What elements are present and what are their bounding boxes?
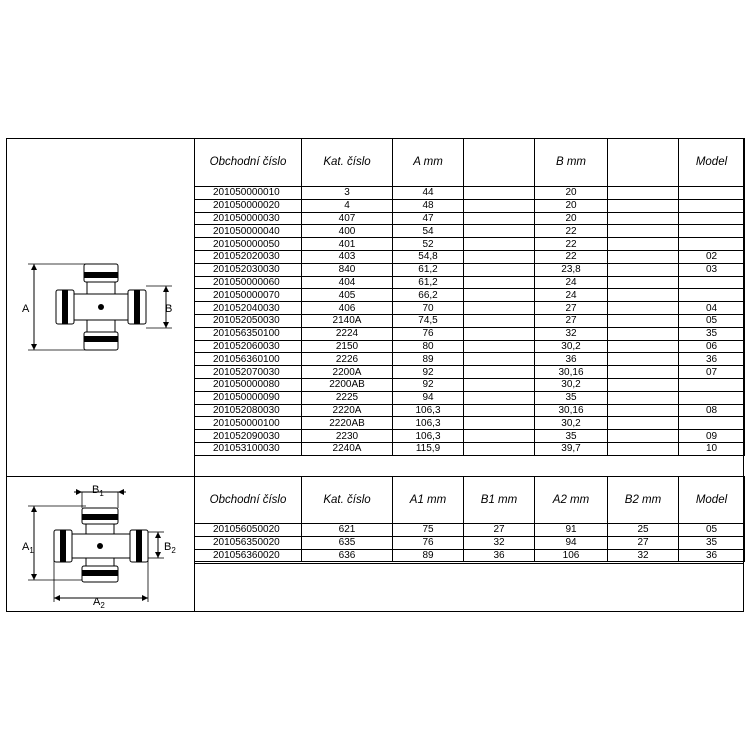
table-cell: 840 bbox=[302, 263, 393, 276]
table-cell bbox=[679, 238, 745, 251]
table-cell: 201052070030 bbox=[195, 366, 302, 379]
table-cell: 201052030030 bbox=[195, 263, 302, 276]
table-cell bbox=[464, 442, 535, 455]
table-row bbox=[195, 378, 745, 391]
label-a2: $A_2$ bbox=[93, 596, 105, 608]
table-cell: 25 bbox=[608, 524, 679, 537]
label-b: B bbox=[165, 303, 173, 315]
table-cell: 201056350020 bbox=[195, 536, 302, 549]
table-cell bbox=[679, 212, 745, 225]
table-row bbox=[195, 225, 745, 238]
table-cell bbox=[464, 212, 535, 225]
table-cell: 201050000100 bbox=[195, 417, 302, 430]
table-cell: 404 bbox=[302, 276, 393, 289]
table-cell: 32 bbox=[535, 327, 608, 340]
table-cell bbox=[608, 238, 679, 251]
table-cell: 20 bbox=[535, 187, 608, 200]
table-cell bbox=[608, 212, 679, 225]
table-cell bbox=[608, 353, 679, 366]
table-cell: 201056350100 bbox=[195, 327, 302, 340]
table-cell bbox=[679, 276, 745, 289]
table-cell: 400 bbox=[302, 225, 393, 238]
table-cell: 52 bbox=[393, 238, 464, 251]
dimensions-table-1 bbox=[194, 138, 745, 456]
table-cell: 201050000050 bbox=[195, 238, 302, 251]
table-bottom-divider bbox=[194, 563, 744, 564]
col-header bbox=[608, 139, 679, 187]
table-cell: 32 bbox=[464, 536, 535, 549]
table-cell bbox=[464, 327, 535, 340]
table-cell bbox=[464, 225, 535, 238]
table-cell bbox=[464, 238, 535, 251]
table-cell: 2200AB bbox=[302, 378, 393, 391]
table-cell: 201050000060 bbox=[195, 276, 302, 289]
table-cell: 76 bbox=[393, 536, 464, 549]
table-cell: 03 bbox=[679, 263, 745, 276]
table-cell bbox=[608, 442, 679, 455]
table-cell: 30,16 bbox=[535, 366, 608, 379]
table-cell: 201050000080 bbox=[195, 378, 302, 391]
table-cell: 407 bbox=[302, 212, 393, 225]
table-cell: 106,3 bbox=[393, 430, 464, 443]
table-header-row bbox=[195, 477, 745, 524]
table-row bbox=[195, 314, 745, 327]
table-cell: 2140A bbox=[302, 314, 393, 327]
table-cell bbox=[608, 430, 679, 443]
table-cell: 35 bbox=[679, 536, 745, 549]
table-cell: 201053100030 bbox=[195, 442, 302, 455]
table-cell bbox=[608, 378, 679, 391]
table-cell: 35 bbox=[679, 327, 745, 340]
table-cell bbox=[608, 225, 679, 238]
table-row bbox=[195, 536, 745, 549]
table-cell: 04 bbox=[679, 302, 745, 315]
table-cell: 24 bbox=[535, 276, 608, 289]
table-cell bbox=[679, 225, 745, 238]
table-cell: 30,16 bbox=[535, 404, 608, 417]
table-cell: 35 bbox=[535, 430, 608, 443]
label-a1: $A_1$ bbox=[22, 541, 34, 555]
table-cell: 24 bbox=[535, 289, 608, 302]
table-cell bbox=[464, 289, 535, 302]
table-cell: 2224 bbox=[302, 327, 393, 340]
table-cell: 89 bbox=[393, 549, 464, 562]
table-cell: 23,8 bbox=[535, 263, 608, 276]
table-cell bbox=[608, 417, 679, 430]
table-cell bbox=[608, 314, 679, 327]
table-row bbox=[195, 404, 745, 417]
table-cell bbox=[464, 199, 535, 212]
table-cell: 36 bbox=[464, 549, 535, 562]
table-cell bbox=[608, 302, 679, 315]
table-row bbox=[195, 250, 745, 263]
table-row bbox=[195, 276, 745, 289]
table-cell: 74,5 bbox=[393, 314, 464, 327]
table-cell bbox=[464, 314, 535, 327]
table-cell bbox=[679, 378, 745, 391]
table-row bbox=[195, 289, 745, 302]
table-row bbox=[195, 327, 745, 340]
table-cell bbox=[608, 404, 679, 417]
table-cell: 22 bbox=[535, 250, 608, 263]
table-cell: 94 bbox=[535, 536, 608, 549]
table-row bbox=[195, 302, 745, 315]
table-cell: 30,2 bbox=[535, 340, 608, 353]
table-cell: 30,2 bbox=[535, 378, 608, 391]
table-cell: 635 bbox=[302, 536, 393, 549]
table-cell: 75 bbox=[393, 524, 464, 537]
table-cell bbox=[608, 340, 679, 353]
table-cell: 47 bbox=[393, 212, 464, 225]
dimensions-table-2 bbox=[194, 476, 745, 562]
table-cell: 2230 bbox=[302, 430, 393, 443]
table-cell: 70 bbox=[393, 302, 464, 315]
table-cell bbox=[608, 366, 679, 379]
label-b1: $B_1$ bbox=[92, 484, 104, 498]
table-cell: 2200A bbox=[302, 366, 393, 379]
table-cell bbox=[464, 378, 535, 391]
table-cell: 201052080030 bbox=[195, 404, 302, 417]
table-row bbox=[195, 187, 745, 200]
table-row bbox=[195, 199, 745, 212]
table-cell: 61,2 bbox=[393, 263, 464, 276]
table-cell: 30,2 bbox=[535, 417, 608, 430]
table-cell: 39,7 bbox=[535, 442, 608, 455]
table-cell bbox=[679, 289, 745, 302]
table-cell bbox=[608, 187, 679, 200]
table-cell: 106,3 bbox=[393, 417, 464, 430]
table-cell: 44 bbox=[393, 187, 464, 200]
table-cell: 201052090030 bbox=[195, 430, 302, 443]
table-row bbox=[195, 353, 745, 366]
table-cell: 05 bbox=[679, 524, 745, 537]
table-cell: 08 bbox=[679, 404, 745, 417]
col-header: Model bbox=[679, 477, 745, 524]
table-row bbox=[195, 212, 745, 225]
table-cell: 401 bbox=[302, 238, 393, 251]
table-cell: 89 bbox=[393, 353, 464, 366]
col-header: Kat. číslo bbox=[302, 139, 393, 187]
table-cell: 36 bbox=[679, 549, 745, 562]
col-header: A1 mm bbox=[393, 477, 464, 524]
table-cell: 94 bbox=[393, 391, 464, 404]
label-a: A bbox=[22, 303, 30, 315]
col-header: B2 mm bbox=[608, 477, 679, 524]
table-row bbox=[195, 417, 745, 430]
table-cell: 115,9 bbox=[393, 442, 464, 455]
table-row bbox=[195, 366, 745, 379]
col-header: B mm bbox=[535, 139, 608, 187]
table-cell bbox=[608, 250, 679, 263]
table-cell: 621 bbox=[302, 524, 393, 537]
table-cell: 201050000020 bbox=[195, 199, 302, 212]
table-cell: 201056360100 bbox=[195, 353, 302, 366]
table-cell: 07 bbox=[679, 366, 745, 379]
table-cell bbox=[464, 187, 535, 200]
table-cell: 80 bbox=[393, 340, 464, 353]
label-b2: $B_2$ bbox=[164, 541, 176, 555]
table-cell: 92 bbox=[393, 378, 464, 391]
table-cell: 27 bbox=[535, 314, 608, 327]
table-cell: 36 bbox=[535, 353, 608, 366]
col-header: Kat. číslo bbox=[302, 477, 393, 524]
table-cell bbox=[464, 391, 535, 404]
table-cell: 10 bbox=[679, 442, 745, 455]
table-cell bbox=[464, 417, 535, 430]
table-cell bbox=[464, 276, 535, 289]
table-cell: 2220AB bbox=[302, 417, 393, 430]
table-row bbox=[195, 263, 745, 276]
table-cell: 201050000090 bbox=[195, 391, 302, 404]
table-cell: 20 bbox=[535, 199, 608, 212]
table-cell: 201052020030 bbox=[195, 250, 302, 263]
table-cell: 106,3 bbox=[393, 404, 464, 417]
table-cell: 201050000070 bbox=[195, 289, 302, 302]
table-cell bbox=[679, 417, 745, 430]
table-row bbox=[195, 340, 745, 353]
table-cell bbox=[608, 289, 679, 302]
table-cell: 02 bbox=[679, 250, 745, 263]
table-cell bbox=[464, 302, 535, 315]
table-cell: 91 bbox=[535, 524, 608, 537]
table-cell: 61,2 bbox=[393, 276, 464, 289]
table-cell: 201056360020 bbox=[195, 549, 302, 562]
table-cell: 2220A bbox=[302, 404, 393, 417]
table-cell: 09 bbox=[679, 430, 745, 443]
col-header: Model bbox=[679, 139, 745, 187]
table-cell: 32 bbox=[608, 549, 679, 562]
table-row bbox=[195, 391, 745, 404]
table-cell: 201052050030 bbox=[195, 314, 302, 327]
table-cell bbox=[679, 199, 745, 212]
col-header: A mm bbox=[393, 139, 464, 187]
table-cell: 22 bbox=[535, 238, 608, 251]
table-cell bbox=[464, 250, 535, 263]
table-cell bbox=[679, 391, 745, 404]
table-cell: 201050000040 bbox=[195, 225, 302, 238]
table-cell: 35 bbox=[535, 391, 608, 404]
col-header: A2 mm bbox=[535, 477, 608, 524]
table-cell: 36 bbox=[679, 353, 745, 366]
table-cell: 201052060030 bbox=[195, 340, 302, 353]
table-cell: 2150 bbox=[302, 340, 393, 353]
table-cell: 106 bbox=[535, 549, 608, 562]
table-cell bbox=[608, 276, 679, 289]
col-header: Obchodní číslo bbox=[195, 477, 302, 524]
table-cell bbox=[464, 353, 535, 366]
col-header: B1 mm bbox=[464, 477, 535, 524]
table-cell: 05 bbox=[679, 314, 745, 327]
table-cell bbox=[608, 391, 679, 404]
table-row bbox=[195, 524, 745, 537]
table-row bbox=[195, 238, 745, 251]
table-cell: 06 bbox=[679, 340, 745, 353]
table-row bbox=[195, 430, 745, 443]
table-cell bbox=[464, 340, 535, 353]
universal-joint-diagram-2 bbox=[20, 480, 190, 608]
table-cell bbox=[679, 187, 745, 200]
section-divider-left bbox=[6, 476, 195, 477]
table-cell: 20 bbox=[535, 212, 608, 225]
table-cell: 27 bbox=[535, 302, 608, 315]
table-cell bbox=[464, 430, 535, 443]
table-cell: 48 bbox=[393, 199, 464, 212]
table-cell: 54 bbox=[393, 225, 464, 238]
table-cell: 54,8 bbox=[393, 250, 464, 263]
table-cell: 201056050020 bbox=[195, 524, 302, 537]
table-cell: 2225 bbox=[302, 391, 393, 404]
table-row bbox=[195, 549, 745, 562]
table-cell: 3 bbox=[302, 187, 393, 200]
table-cell bbox=[464, 404, 535, 417]
table-cell: 2240A bbox=[302, 442, 393, 455]
table-cell: 201050000010 bbox=[195, 187, 302, 200]
table-cell: 66,2 bbox=[393, 289, 464, 302]
table-cell bbox=[464, 263, 535, 276]
table-cell bbox=[608, 327, 679, 340]
table-cell: 27 bbox=[464, 524, 535, 537]
table-cell: 403 bbox=[302, 250, 393, 263]
table-cell: 27 bbox=[608, 536, 679, 549]
col-header bbox=[464, 139, 535, 187]
table-cell: 636 bbox=[302, 549, 393, 562]
table-cell bbox=[608, 199, 679, 212]
universal-joint-diagram-1 bbox=[20, 250, 190, 360]
table-header-row bbox=[195, 139, 745, 187]
table-cell: 22 bbox=[535, 225, 608, 238]
table-cell bbox=[608, 263, 679, 276]
table-cell: 201050000030 bbox=[195, 212, 302, 225]
table-cell bbox=[464, 366, 535, 379]
table-cell: 76 bbox=[393, 327, 464, 340]
table-cell: 201052040030 bbox=[195, 302, 302, 315]
table-cell: 4 bbox=[302, 199, 393, 212]
table-cell: 92 bbox=[393, 366, 464, 379]
col-header: Obchodní číslo bbox=[195, 139, 302, 187]
table-row bbox=[195, 442, 745, 455]
table-cell: 2226 bbox=[302, 353, 393, 366]
table-cell: 405 bbox=[302, 289, 393, 302]
table-cell: 406 bbox=[302, 302, 393, 315]
